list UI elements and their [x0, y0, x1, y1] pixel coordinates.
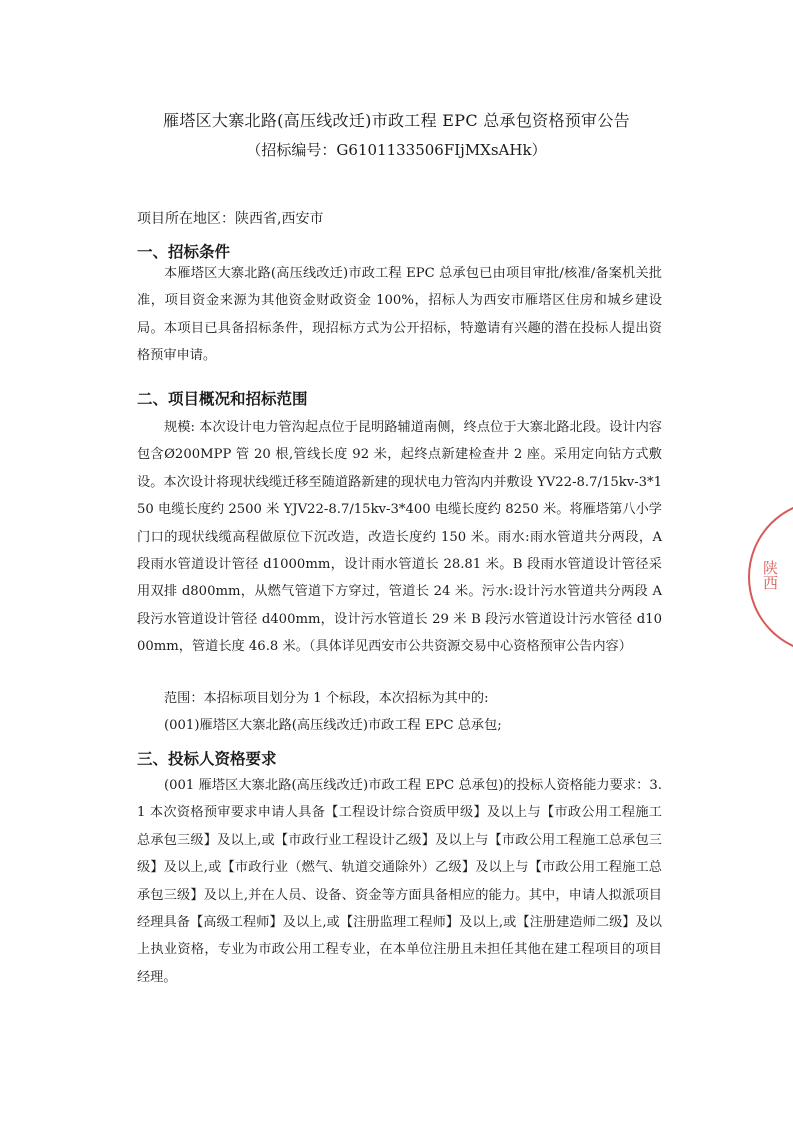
document-title: 雁塔区大寨北路(高压线改迁)市政工程 EPC 总承包资格预审公告	[163, 111, 630, 130]
section-heading-bidding-conditions: 一、招标条件	[137, 243, 231, 261]
section-paragraph: (001 雁塔区大寨北路(高压线改迁)市政工程 EPC 总承包)的投标人资格能力要求：3.1 本次资格预审要求申请人具备【工程设计综合资质甲级】及以上与【市政公用工程施工总承包三级】及以上,或【市政行业工程设计乙级】及以上与【市政公用工程施工总承包三级】及以上,或【市政行业（燃气、轨道交通除外）乙级】及以上与【市政公用工程施工总承包三级】及以上,并在人员、设备、资金等方面具备相应的能力。其中，申请人拟派项目经理具备【高级工程师】及以上,或【注册监理工程师】及以上,或【注册建造师二级】及以上执业资格，专业为市政公用工程专业，在本单位注册且未担任其他在建工程项目的项目经理。	[137, 778, 662, 985]
section-heading-bidder-qualifications: 三、投标人资格要求	[137, 750, 277, 768]
section-paragraph: (001)雁塔区大寨北路(高压线改迁)市政工程 EPC 总承包;	[164, 718, 502, 733]
section-paragraph: 规模: 本次设计电力管沟起点位于昆明路辅道南侧，终点位于大寨北路北段。设计内容包含Ø200MPP 管 20 根,管线长度 92 米，起终点新建检查井 2 座。采用定向钻方式敷设。本次设计将现状线缆迁移至随道路新建的现状电力管沟内并敷设 YV22-8.7/15kv-3*150 电缆长度约 2500 米 YJV22-8.7/15kv-3*400 电缆长度约 8250 米。将雁塔第八小学门口的现状线缆高程做原位下沉改造，改造长度约 150 米。雨水:雨水管道共分两段，A 段雨水管道设计管径 d1000mm，设计雨水管道长 28.81 米。B 段雨水管道设计管径采用双排 d800mm，从燃气管道下方穿过，管道长 24 米。污水:设计污水管道共分两段 A 段污水管道设计管径 d400mm，设计污水管道长 29 米 B 段污水管道设计污水管径 d1000mm，管道长度 46.8 米。（具体详见西安市公共资源交易中心资格预审公告内容）	[137, 420, 662, 655]
section-heading-project-overview: 二、项目概况和招标范围	[137, 390, 308, 408]
tender-number: （招标编号：G6101133506FIjMXsAHk）	[246, 141, 547, 159]
official-seal-text: 陕西	[761, 560, 779, 590]
section-paragraph: 本雁塔区大寨北路(高压线改迁)市政工程 EPC 总承包已由项目审批/核准/备案机关批准，项目资金来源为其他资金财政资金 100%，招标人为西安市雁塔区住房和城乡建设局。本项目已具备招标条件，现招标方式为公开招标，特邀请有兴趣的潜在投标人提出资格预审申请。	[137, 266, 662, 364]
project-location: 项目所在地区：陕西省,西安市	[137, 211, 324, 227]
section-paragraph: 范围：本招标项目划分为 1 个标段，本次招标为其中的:	[164, 691, 489, 706]
